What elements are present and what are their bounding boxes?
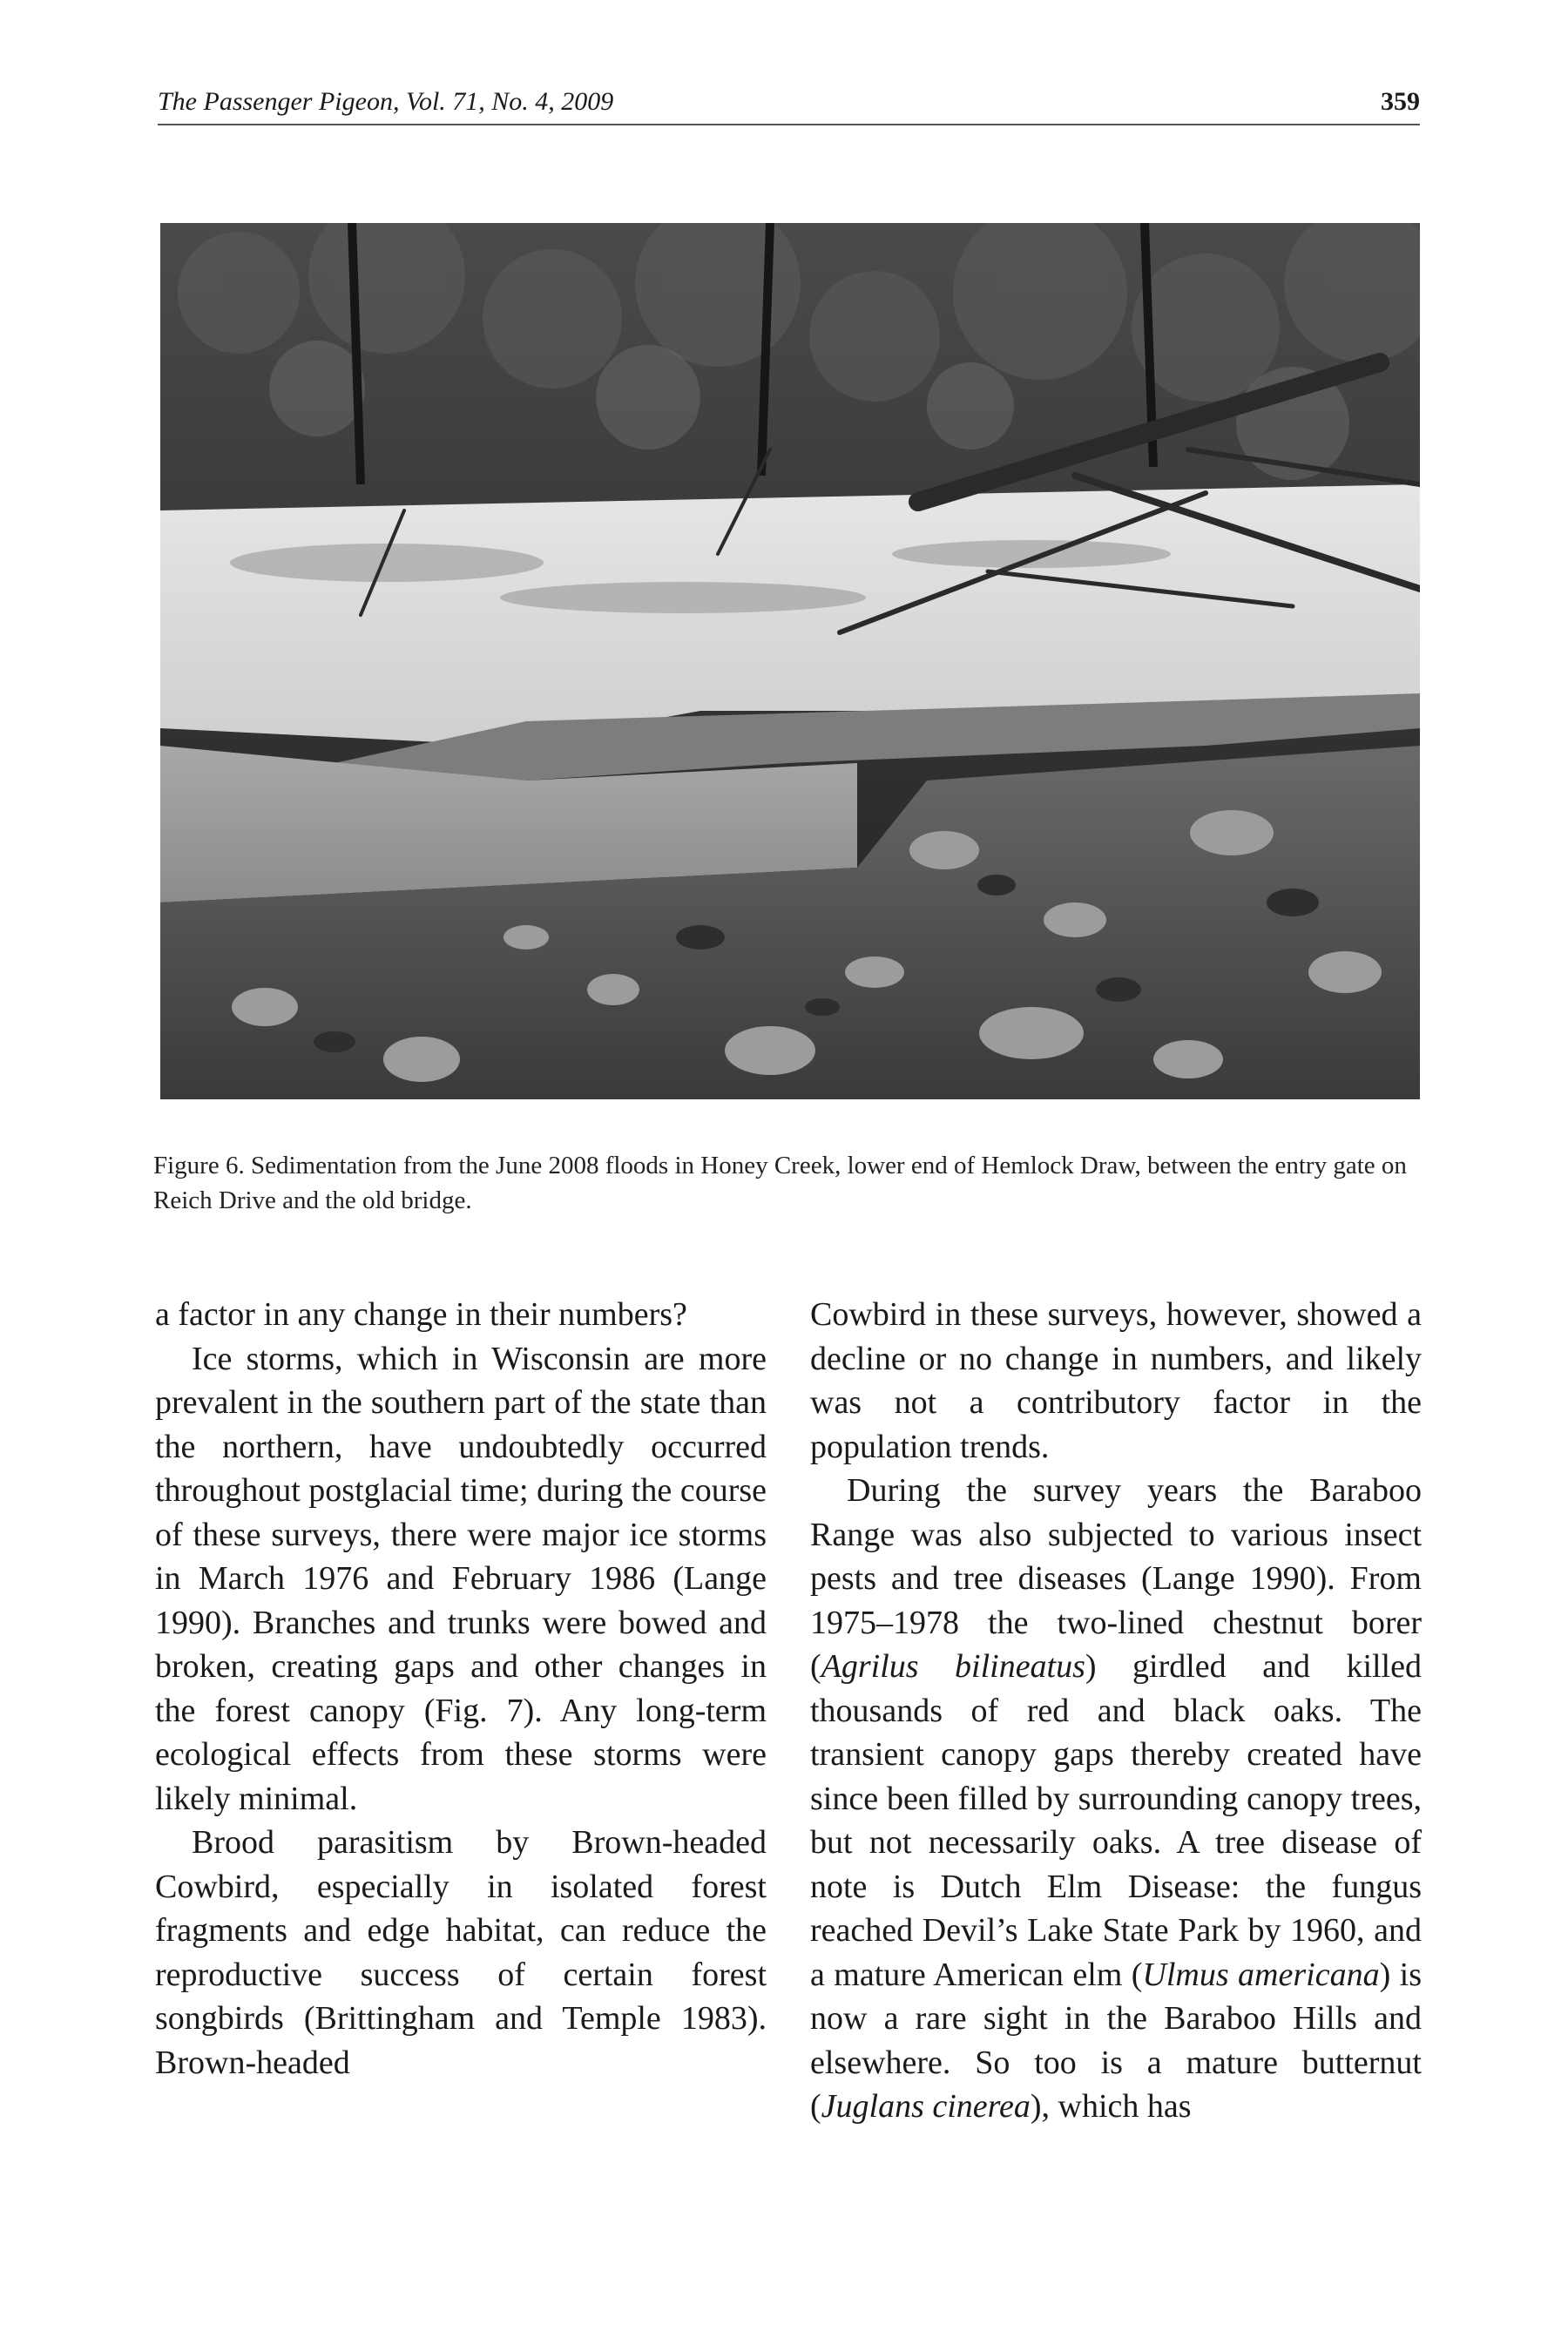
paragraph-cowbird: Cowbird in these surveys, however, showed a decline or no change in numbers, and likely was not a contributory factor in the population trends.	[810, 1296, 1422, 1465]
species-name: Agrilus bilineatus	[821, 1648, 1085, 1685]
paragraph-ice-storms: Ice storms, which in Wisconsin are more prevalent in the southern part of the state than the northern, have undoubtedly occurred throughout postglacial time; during the course of these surveys, there were major ice storms in March 1976 and February 1986 (Lange 1990). Branches and trunks were bowed and broken, creating gaps and other changes in the forest canopy (Fig. 7). Any long-term ecological effects from these storms were likely minimal.	[155, 1340, 767, 1817]
page-number: 359	[1381, 87, 1420, 116]
figure-6-photo	[160, 223, 1420, 1099]
paragraph-brood-parasitism: Brood parasitism by Brown-headed Cowbird, especially in isolated forest fragments and edge habitat, can reduce the reproductive success of certain forest songbirds (Brittingham and Temple 1983). Brown-headed	[155, 1824, 767, 2081]
paragraph-continued: a factor in any change in their numbers?	[155, 1296, 687, 1333]
right-column	[810, 1293, 1422, 2129]
species-name: Ulmus americana	[1142, 1956, 1380, 1993]
paragraph-insect-pests: During the survey years the Baraboo Range was also subjected to various insect pests and tree diseases (Lange 1990). From 1975–1978 the two-lined chestnut borer (Agrilus bilineatus) girdled and killed thousands of red and black oaks. The transient canopy gaps thereby created have since been filled by surrounding canopy trees, but not necessarily oaks. A tree disease of note is Dutch Elm Disease: the fungus reached Devil’s Lake State Park by 1960, and a mature American elm (Ulmus americana) is now a rare sight in the Baraboo Hills and elsewhere. So too is a mature butternut (Juglans cinerea), which has	[810, 1472, 1422, 2125]
journal-title: The Passenger Pigeon, Vol. 71, No. 4, 2009	[158, 87, 614, 116]
figure-caption: Figure 6. Sedimentation from the June 2008 floods in Honey Creek, lower end of Hemlock Draw, between the entry gate on Reich Drive and the old bridge.	[153, 1152, 1407, 1214]
species-name: Juglans cinerea	[821, 2088, 1031, 2125]
running-header	[158, 80, 1420, 125]
left-column	[155, 1293, 767, 2085]
